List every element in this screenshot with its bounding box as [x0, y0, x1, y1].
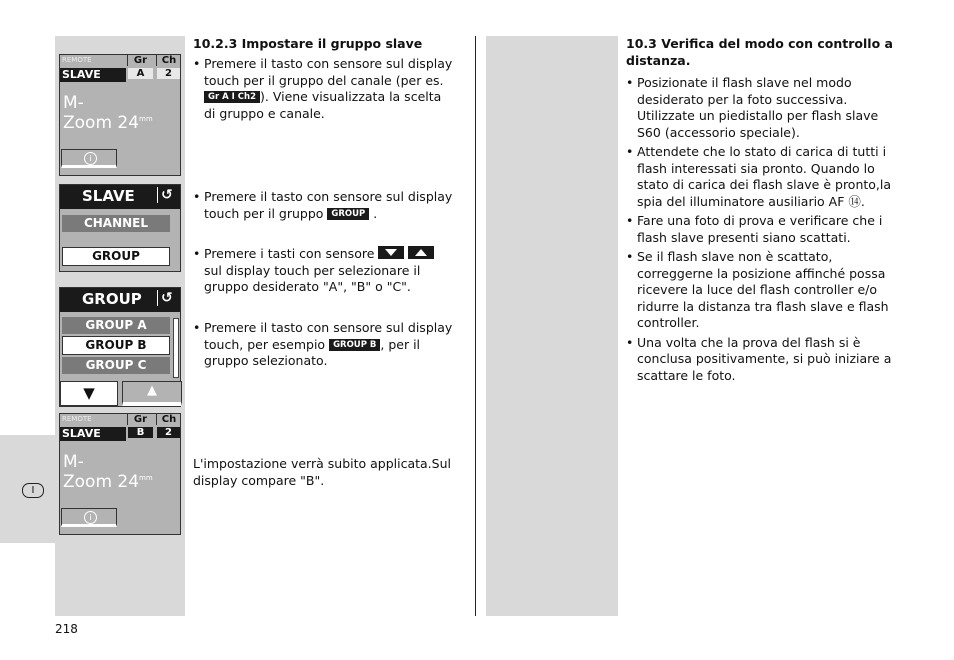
right-grey-column	[486, 36, 618, 616]
list-item: • Attendete che lo stato di carica di tutti i flash interessati sia pronto. Quando lo stato di carica dei flash slave è pronto,la spia del illuminatore ausiliario AF ⑭.	[626, 144, 904, 210]
display-slave-menu	[59, 184, 181, 272]
list-item	[193, 189, 455, 222]
text: sul display touch per selezionare il gruppo desiderato "A", "B" o "C".	[204, 262, 421, 294]
info-icon: i	[84, 152, 97, 165]
display-group-menu	[59, 287, 181, 407]
up-arrow-icon	[408, 246, 434, 259]
back-icon[interactable]: ↺	[157, 290, 173, 306]
step-4	[193, 320, 461, 370]
step-3	[193, 246, 455, 296]
channel-item[interactable]: CHANNEL	[62, 215, 170, 232]
back-icon[interactable]: ↺	[157, 187, 173, 203]
column-divider	[475, 36, 476, 616]
final-note: L'impostazione verrà subito applicata.Sul display compare "B".	[193, 456, 451, 488]
heading-number: 10.3	[626, 36, 657, 51]
section-heading: 10.2.3 Impostare il gruppo slave	[193, 36, 423, 51]
zoom-value: Zoom 24	[63, 472, 140, 492]
group-chip: GROUP	[327, 208, 369, 220]
side-tab	[0, 435, 55, 543]
mode-label: SLAVE	[60, 427, 126, 441]
display-remote-a	[59, 54, 181, 176]
list-item	[193, 246, 455, 296]
list-item: • Posizionate il flash slave nel modo desiderato per la foto successiva. Utilizzate un piedistallo per flash slave S60 (accessorio speciale).	[626, 75, 904, 141]
ch-label: Ch	[156, 55, 181, 66]
group-a-item[interactable]: GROUP A	[62, 317, 170, 334]
mode-m: M-	[63, 452, 84, 472]
down-arrow-icon	[378, 246, 404, 259]
text: Premere il tasto con sensore sul display touch per il gruppo del canale (per es.	[204, 56, 453, 88]
menu-title: SLAVE	[82, 187, 135, 205]
right-bullets	[626, 75, 904, 384]
group-b-chip: GROUP B	[329, 339, 380, 351]
menu-title: GROUP	[82, 290, 142, 308]
zoom-value: Zoom 24	[63, 113, 140, 133]
step-1	[193, 56, 455, 122]
text: Premere i tasti con sensore	[204, 246, 375, 261]
zoom-unit: mm	[139, 474, 153, 482]
gr-value: A	[128, 68, 153, 79]
display-remote-b	[59, 413, 181, 535]
list-item	[193, 320, 461, 370]
down-arrow-button[interactable]: ▼	[60, 381, 118, 406]
list-item: • Una volta che la prova del flash si è conclusa positivamente, si può iniziare a scattare le foto.	[626, 335, 904, 385]
zoom-line	[63, 113, 153, 133]
list-item: • Se il flash slave non è scattato, correggerne la posizione affinché possa ricevere la luce del flash controller e/o ridurre la distanza tra flash slave e flash controller.	[626, 249, 904, 332]
gr-label: Gr	[127, 414, 153, 425]
text: Premere il tasto con sensore sul display touch, per esempio	[204, 320, 453, 352]
info-button[interactable]	[61, 149, 117, 168]
group-b-item[interactable]: GROUP B	[62, 336, 170, 355]
text: Premere il tasto con sensore sul display touch per il gruppo	[204, 189, 453, 221]
gr-ch-block	[124, 414, 180, 441]
menu-header	[60, 288, 180, 312]
heading-text: Verifica del modo con controllo a distanza.	[626, 36, 893, 68]
ch-value: 2	[157, 68, 180, 79]
info-icon: i	[84, 511, 97, 524]
text: , per il gruppo selezionato.	[204, 336, 421, 368]
up-arrow-button[interactable]: ▲	[122, 381, 182, 406]
gr-ch-chip: Gr A I Ch2	[204, 91, 260, 103]
text: ). Viene visualizzata la scelta di gruppo e canale.	[204, 89, 442, 121]
scrollbar[interactable]	[173, 318, 179, 378]
ch-value: 2	[157, 427, 180, 438]
info-button[interactable]	[61, 508, 117, 527]
remote-label: REMOTE	[62, 415, 92, 423]
list-item	[193, 56, 455, 122]
zoom-line	[63, 472, 153, 492]
zoom-unit: mm	[139, 115, 153, 123]
gr-ch-block	[124, 55, 180, 82]
text: .	[373, 205, 378, 221]
menu-header	[60, 185, 180, 209]
remote-label: REMOTE	[62, 56, 92, 64]
group-item[interactable]: GROUP	[62, 247, 170, 266]
ch-label: Ch	[156, 414, 181, 425]
right-heading	[626, 36, 906, 69]
page-number: 218	[55, 622, 78, 636]
mode-m: M-	[63, 93, 84, 113]
language-badge: I	[22, 483, 44, 498]
mode-label: SLAVE	[60, 68, 126, 82]
gr-label: Gr	[127, 55, 153, 66]
group-c-item[interactable]: GROUP C	[62, 357, 170, 374]
step-2	[193, 189, 455, 222]
gr-value: B	[128, 427, 153, 438]
list-item: • Fare una foto di prova e verificare che i flash slave presenti siano scattati.	[626, 213, 904, 246]
